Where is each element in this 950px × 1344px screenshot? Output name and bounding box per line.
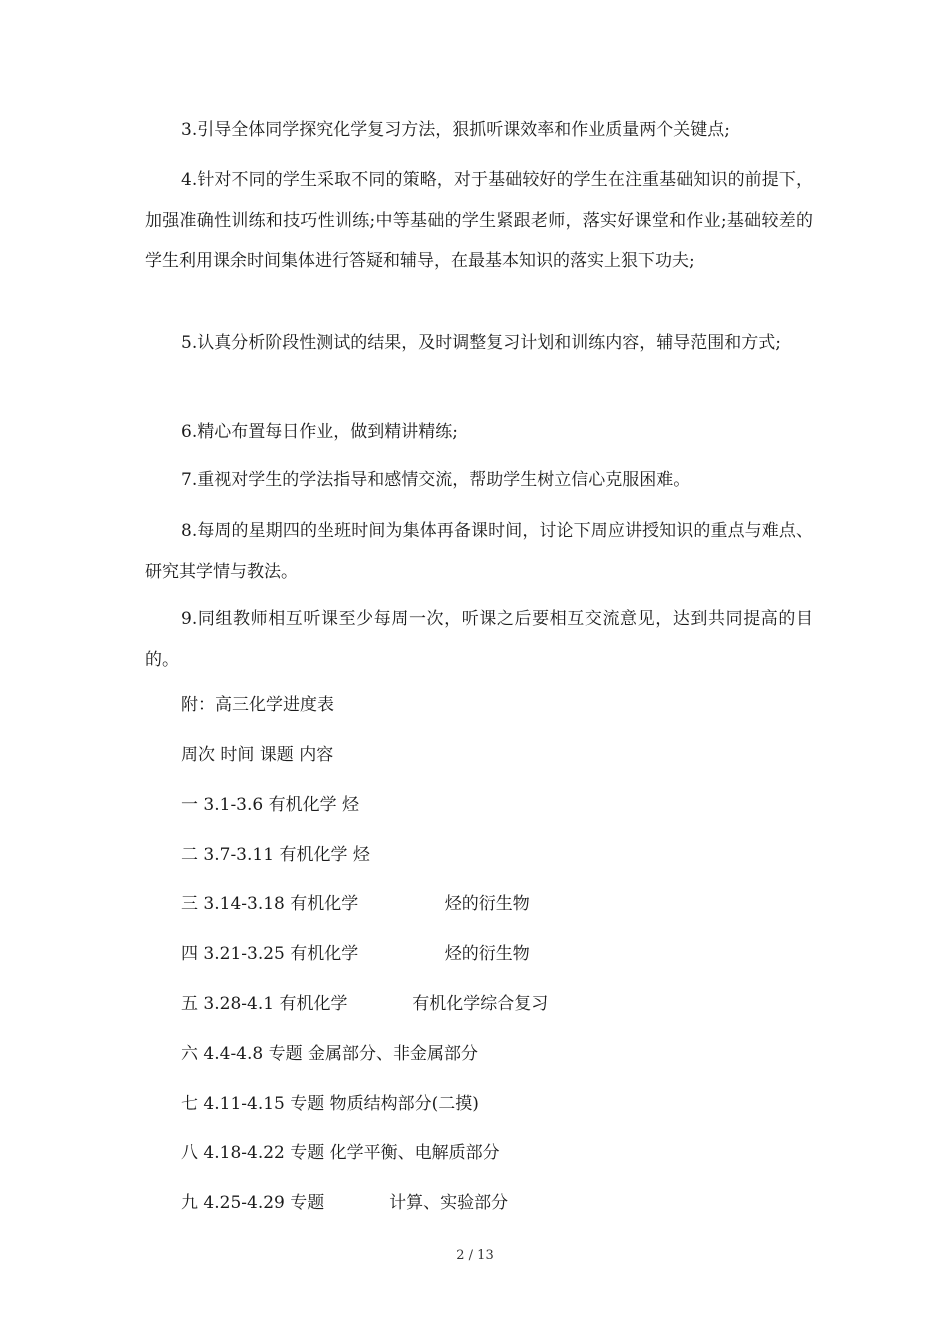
paragraph-item-8: 8.每周的星期四的坐班时间为集体再备课时间，讨论下周应讲授知识的重点与难点、研究其学情与教法。 — [145, 521, 813, 582]
schedule-row: 三 3.14-3.18 有机化学 烃的衍生物 — [181, 894, 530, 914]
schedule-header: 周次 时间 课题 内容 — [181, 745, 334, 765]
schedule-row: 四 3.21-3.25 有机化学 烃的衍生物 — [181, 944, 530, 964]
paragraph-item-9: 9.同组教师相互听课至少每周一次，听课之后要相互交流意见，达到共同提高的目的。 — [145, 609, 813, 670]
appendix-title: 附：高三化学进度表 — [181, 695, 334, 715]
schedule-row: 二 3.7-3.11 有机化学 烃 — [181, 845, 370, 865]
paragraph-item-7: 7.重视对学生的学法指导和感情交流，帮助学生树立信心克服困难。 — [181, 470, 691, 490]
schedule-row: 八 4.18-4.22 专题 化学平衡、电解质部分 — [181, 1143, 500, 1163]
schedule-row: 九 4.25-4.29 专题 计算、实验部分 — [181, 1193, 509, 1213]
paragraph-item-4: 4.针对不同的学生采取不同的策略，对于基础较好的学生在注重基础知识的前提下，加强准确性训练和技巧性训练;中等基础的学生紧跟老师，落实好课堂和作业;基础较差的学生利用课余时间集体进行答疑和辅导，在最基本知识的落实上狠下功夫; — [145, 170, 813, 271]
paragraph-item-5: 5.认真分析阶段性测试的结果，及时调整复习计划和训练内容，辅导范围和方式; — [181, 333, 781, 353]
schedule-row: 六 4.4-4.8 专题 金属部分、非金属部分 — [181, 1044, 479, 1064]
schedule-row: 五 3.28-4.1 有机化学 有机化学综合复习 — [181, 994, 549, 1014]
schedule-row: 七 4.11-4.15 专题 物质结构部分(二摸) — [181, 1094, 479, 1114]
paragraph-item-3: 3.引导全体同学探究化学复习方法，狠抓听课效率和作业质量两个关键点; — [181, 120, 730, 140]
schedule-row: 一 3.1-3.6 有机化学 烃 — [181, 795, 360, 815]
paragraph-item-6: 6.精心布置每日作业，做到精讲精练; — [181, 422, 458, 442]
page-number: 2 / 13 — [456, 1248, 494, 1263]
